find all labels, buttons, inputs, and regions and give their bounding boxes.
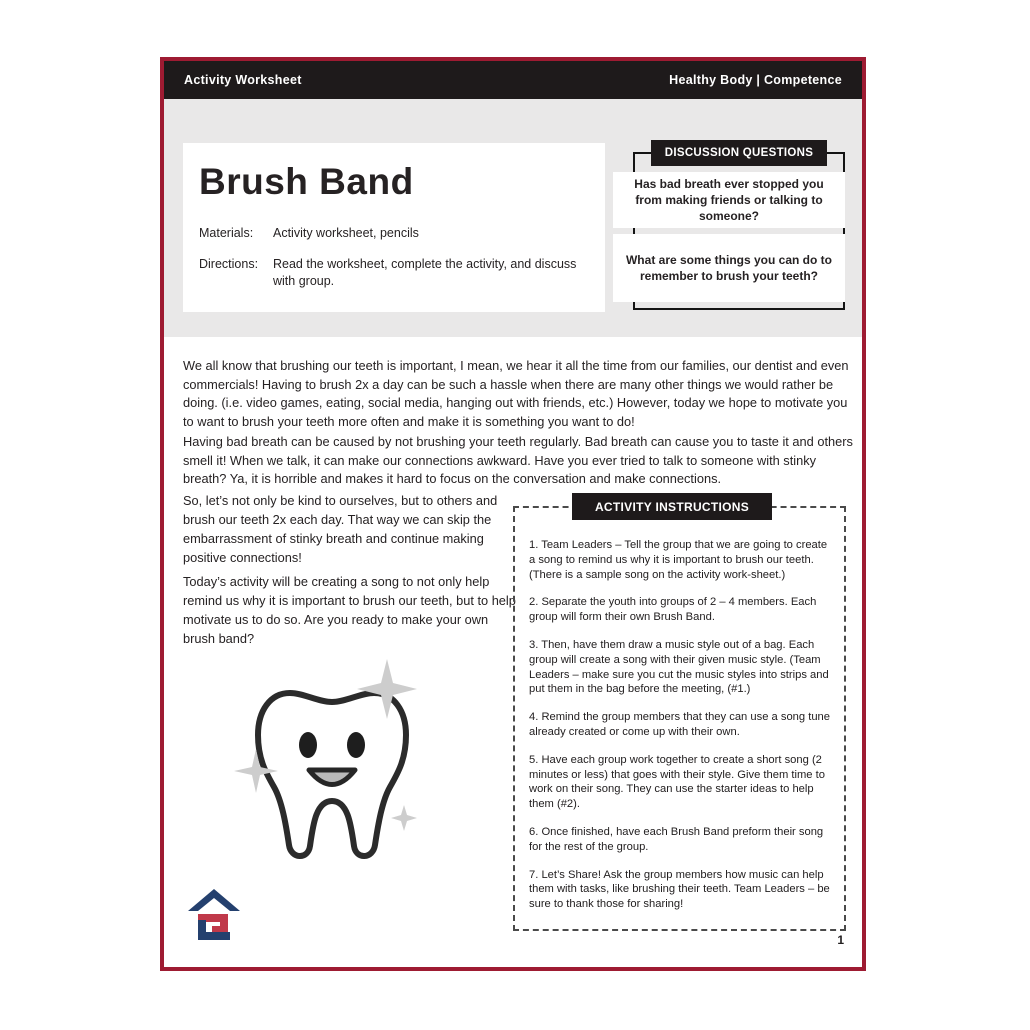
- directions-value: Read the worksheet, complete the activity, and discuss with group.: [273, 257, 577, 288]
- instruction-step: 5. Have each group work together to create a short song (2 minutes or less) that goes with their style. Give them time to work on their song. They can use the starter ideas to help them (#2).: [529, 753, 825, 811]
- meta-rows: [199, 225, 589, 290]
- title-card: [183, 143, 605, 312]
- discussion-question-2: What are some things you can do to remember to brush your teeth?: [613, 234, 845, 302]
- page-title: Brush Band: [199, 161, 414, 202]
- intro-paragraph: We all know that brushing our teeth is important, I mean, we hear it all the time from our families, our dentist and even commercials! Having to brush 2x a day can be such a hassle when there are many other things we would rather be doing. (i.e. video games, eating, social media, hanging out with friends, etc.) However, today we hope to motivate you to want to brush your teeth more often and make it is something you want to do!: [183, 358, 849, 429]
- house-h-logo-icon: [186, 887, 242, 947]
- activity-instructions-badge: ACTIVITY INSTRUCTIONS: [572, 493, 772, 520]
- instruction-step: 7. Let’s Share! Ask the group members how music can help them with tasks, like brushing their teeth. Team Leaders – be sure to thank those for sharing!: [529, 868, 830, 911]
- tooth-right-eye: [347, 732, 365, 758]
- logo-roof: [188, 889, 240, 911]
- bad-breath-paragraph: Having bad breath can be caused by not brushing your teeth regularly. Bad breath can cause you to taste it and others smell it! When we talk, it can make our connections awkward. Have you ever tried to talk to someone with stinky breath? Ya, it is horrible and makes it hard to focus on the conversation and make connections.: [183, 434, 853, 486]
- header-bar: [164, 61, 862, 99]
- discussion-questions-badge: DISCUSSION QUESTIONS: [651, 140, 827, 166]
- sparkle-icon-small: [391, 805, 417, 831]
- page-number: 1: [837, 933, 844, 947]
- instruction-step: 1. Team Leaders – Tell the group that we are going to create a song to remind us why it is important to brush our teeth. (There is a sample song on the activity work-sheet.): [529, 539, 828, 581]
- instruction-step: 2. Separate the youth into groups of 2 – 4 members. Each group will form their own Brush Band.: [529, 596, 817, 624]
- header-right-label: Healthy Body | Competence: [669, 73, 842, 87]
- header-left-label: Activity Worksheet: [184, 73, 302, 87]
- instruction-step: 3. Then, have them draw a music style out of a bag. Each group will create a song with their given music style. (Team Leaders – make sure you cut the music styles into strips and put them in the bag before the meeting, (#1.): [529, 638, 829, 696]
- activity-intro-paragraph: Today’s activity will be creating a song to not only help remind us why it is important to brush our teeth, but to help motivate us to do so. Are you ready to make your own brush band?: [183, 574, 516, 646]
- activity-instructions-box: [513, 506, 846, 931]
- instruction-step: 4. Remind the group members that they can use a song tune already created or come up with their own.: [529, 711, 830, 738]
- worksheet-page: [160, 57, 866, 971]
- materials-value: Activity worksheet, pencils: [273, 226, 419, 240]
- kindness-paragraph: So, let’s not only be kind to ourselves, but to others and brush our teeth 2x each day. That way we can skip the embarrassment of stinky breath and continue making positive connections!: [183, 493, 498, 565]
- discussion-question-1: Has bad breath ever stopped you from making friends or talking to someone?: [613, 172, 845, 228]
- materials-row: [199, 225, 589, 242]
- tooth-illustration: [232, 653, 438, 879]
- directions-label: Directions:: [199, 257, 259, 271]
- smiling-tooth-icon: [232, 653, 438, 879]
- house-logo: [186, 887, 242, 947]
- tooth-left-eye: [299, 732, 317, 758]
- materials-label: Materials:: [199, 226, 254, 240]
- hero-section: [164, 99, 862, 337]
- instruction-step: 6. Once finished, have each Brush Band preform their song for the rest of the group.: [529, 825, 824, 853]
- directions-row: [199, 256, 589, 290]
